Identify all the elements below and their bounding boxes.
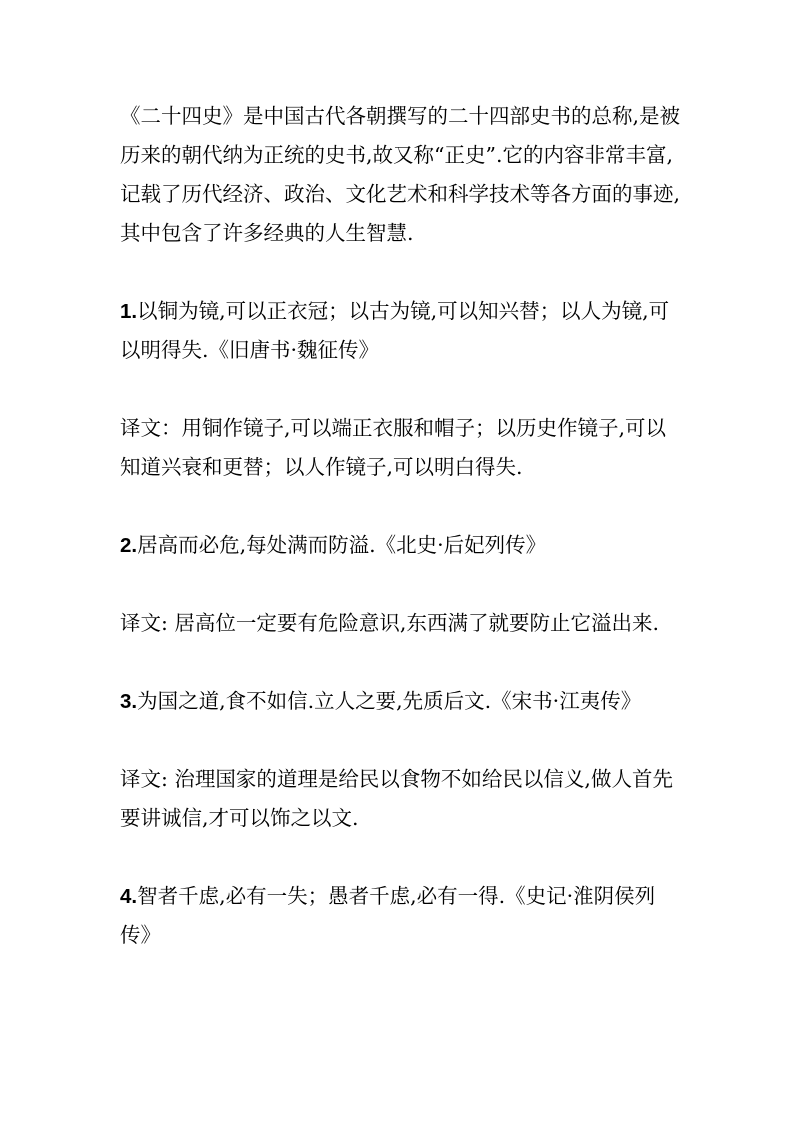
spacer (120, 838, 680, 877)
spacer (120, 487, 680, 526)
document-body (120, 97, 680, 955)
quote-3-text: 为国之道,食不如信.立人之要,先质后文.《宋书·江夷传》 (137, 689, 642, 713)
quote-2-text: 居高而必危,每处满而防溢.《北史·后妃列传》 (137, 533, 547, 557)
spacer (120, 721, 680, 760)
quote-1 (120, 292, 680, 370)
translation-2: 译文: 居高位一定要有危险意识,东西满了就要防止它溢出来. (120, 611, 659, 635)
translation-3: 译文: 治理国家的道理是给民以食物不如给民以信义,做人首先要讲诚信,才可以饰之以文. (120, 767, 673, 830)
quote-3-number: 3. (120, 690, 138, 713)
quote-2 (120, 526, 680, 565)
quote-4-number: 4. (120, 885, 138, 908)
quote-1-number: 1. (120, 300, 138, 323)
spacer (120, 565, 680, 604)
spacer (120, 370, 680, 409)
spacer (120, 253, 680, 292)
quote-1-text: 以铜为镜,可以正衣冠；以古为镜,可以知兴替；以人为镜,可以明得失.《旧唐书·魏征传》 (120, 299, 670, 362)
quote-4-text: 智者千虑,必有一失；愚者千虑,必有一得.《史记·淮阴侯列传》 (120, 884, 656, 947)
quote-4 (120, 877, 680, 955)
quote-2-number: 2. (120, 534, 138, 557)
translation-1: 译文：用铜作镜子,可以端正衣服和帽子；以历史作镜子,可以知道兴衰和更替；以人作镜子,可以明白得失. (120, 416, 667, 479)
intro-paragraph: 《二十四史》是中国古代各朝撰写的二十四部史书的总称,是被历来的朝代纳为正统的史书,故又称“正史”.它的内容非常丰富,记载了历代经济、政治、文化艺术和科学技术等各方面的事迹,其中包含了许多经典的人生智慧. (120, 104, 681, 245)
quote-3 (120, 682, 680, 721)
spacer (120, 643, 680, 682)
